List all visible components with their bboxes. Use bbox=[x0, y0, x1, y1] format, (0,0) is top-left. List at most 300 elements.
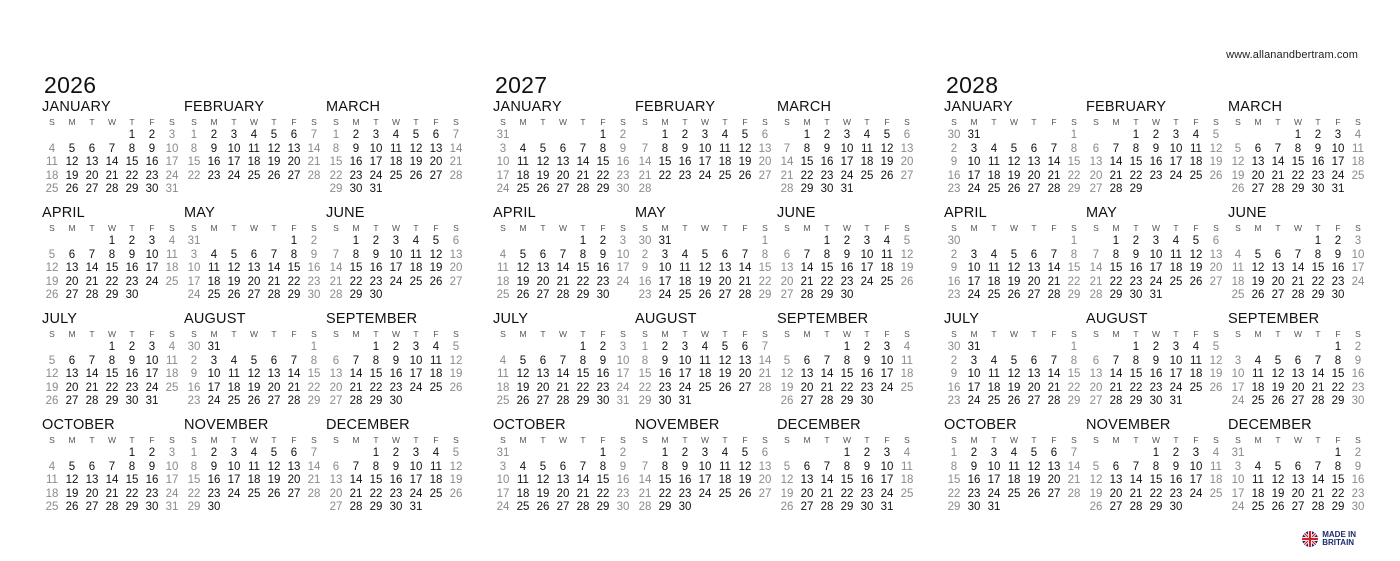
weekday-header: F bbox=[1193, 329, 1199, 339]
day-cell: 21 bbox=[556, 275, 570, 288]
day-cell: 1 bbox=[579, 235, 587, 247]
day-cell: 2 bbox=[1132, 235, 1140, 247]
day-cell: 19 bbox=[718, 368, 732, 381]
day-cell: 31 bbox=[369, 183, 383, 196]
day-cell: 3 bbox=[210, 354, 218, 367]
empty-cell bbox=[1206, 501, 1226, 515]
day-cell: 29 bbox=[369, 395, 383, 408]
month-october bbox=[42, 416, 184, 522]
day-cell: 7 bbox=[88, 354, 96, 367]
weekday-header: S bbox=[762, 117, 768, 127]
day-cell: 4 bbox=[519, 460, 527, 473]
day-cell: 14 bbox=[349, 474, 363, 487]
weekday-header: T bbox=[1133, 223, 1139, 233]
day-cell: 7 bbox=[579, 460, 587, 473]
weekday-header: M bbox=[661, 329, 669, 339]
day-cell: 28 bbox=[556, 289, 570, 302]
day-cell: 11 bbox=[248, 142, 260, 155]
weekday-header: T bbox=[824, 329, 830, 339]
empty-cell bbox=[346, 341, 366, 355]
day-cell: 16 bbox=[207, 156, 221, 169]
day-cell: 15 bbox=[638, 368, 652, 381]
day-cell: 31 bbox=[840, 183, 854, 196]
day-cell: 7 bbox=[352, 354, 360, 367]
day-cell: 7 bbox=[310, 447, 318, 459]
day-cell: 19 bbox=[738, 474, 752, 487]
weekday-header: T bbox=[824, 117, 830, 127]
weekday-header: T bbox=[89, 117, 95, 127]
day-cell: 16 bbox=[658, 368, 672, 381]
day-cell: 20 bbox=[429, 156, 443, 169]
day-cell: 28 bbox=[576, 183, 590, 196]
day-cell: 31 bbox=[1231, 447, 1245, 459]
day-cell: 11 bbox=[46, 156, 58, 169]
day-cell: 24 bbox=[145, 381, 159, 394]
day-cell: 25 bbox=[1251, 395, 1265, 408]
empty-cell bbox=[426, 183, 446, 197]
day-cell: 15 bbox=[125, 156, 139, 169]
day-cell: 25 bbox=[718, 487, 732, 500]
day-cell: 10 bbox=[165, 460, 179, 473]
day-cell: 3 bbox=[619, 235, 627, 247]
weekday-header: T bbox=[1031, 329, 1037, 339]
weekday-header: S bbox=[333, 435, 339, 445]
day-cell: 13 bbox=[1089, 156, 1103, 169]
weekday-header: S bbox=[951, 435, 957, 445]
day-cell: 12 bbox=[900, 248, 914, 261]
day-cell: 21 bbox=[307, 156, 321, 169]
day-cell: 12 bbox=[247, 368, 261, 381]
weekday-header: F bbox=[742, 435, 748, 445]
day-cell: 4 bbox=[990, 354, 998, 367]
day-cell: 16 bbox=[947, 169, 961, 182]
weekday-header: T bbox=[1133, 435, 1139, 445]
weekday-header: T bbox=[1275, 329, 1281, 339]
day-cell: 25 bbox=[1209, 487, 1223, 500]
day-cell: 14 bbox=[1311, 368, 1325, 381]
day-cell: 30 bbox=[1331, 289, 1345, 302]
day-cell: 4 bbox=[1192, 341, 1200, 353]
day-cell: 16 bbox=[1351, 474, 1365, 487]
day-cell: 6 bbox=[1050, 447, 1058, 459]
day-cell: 26 bbox=[900, 275, 914, 288]
day-cell: 13 bbox=[85, 474, 99, 487]
day-cell: 16 bbox=[125, 368, 139, 381]
weekday-header: T bbox=[129, 435, 135, 445]
day-cell: 8 bbox=[372, 460, 380, 473]
empty-cell bbox=[553, 447, 573, 461]
day-cell: 30 bbox=[389, 395, 403, 408]
empty-cell bbox=[533, 447, 553, 461]
empty-cell bbox=[777, 447, 797, 461]
day-cell: 8 bbox=[108, 354, 116, 367]
day-cell: 3 bbox=[1192, 447, 1200, 459]
month-january bbox=[42, 98, 184, 204]
empty-cell bbox=[897, 395, 917, 409]
weekday-header: S bbox=[311, 329, 317, 339]
day-cell: 27 bbox=[287, 487, 301, 500]
day-cell: 17 bbox=[227, 156, 241, 169]
day-cell: 13 bbox=[65, 368, 79, 381]
weekday-header: T bbox=[1031, 223, 1037, 233]
day-cell: 5 bbox=[519, 248, 527, 261]
empty-cell bbox=[1288, 341, 1308, 355]
day-cell: 24 bbox=[698, 487, 712, 500]
day-cell: 8 bbox=[661, 460, 669, 473]
weekday-header: T bbox=[373, 435, 379, 445]
month-september bbox=[777, 310, 919, 416]
day-cell: 28 bbox=[638, 501, 652, 514]
day-grid bbox=[42, 116, 184, 197]
day-cell: 6 bbox=[452, 235, 460, 247]
weekday-header: F bbox=[884, 329, 890, 339]
day-cell: 6 bbox=[803, 354, 811, 367]
empty-cell bbox=[797, 235, 817, 249]
day-cell: 13 bbox=[1291, 474, 1305, 487]
day-cell: 27 bbox=[85, 501, 99, 514]
day-cell: 16 bbox=[369, 262, 383, 275]
weekday-header: T bbox=[991, 117, 997, 127]
month-name: MARCH bbox=[326, 99, 381, 115]
day-cell: 9 bbox=[863, 354, 871, 367]
day-cell: 3 bbox=[412, 341, 420, 353]
day-cell: 2 bbox=[661, 341, 669, 353]
day-cell: 21 bbox=[820, 487, 834, 500]
weekday-header: F bbox=[1051, 329, 1057, 339]
day-cell: 29 bbox=[596, 183, 610, 196]
day-cell: 3 bbox=[1152, 235, 1160, 247]
day-cell: 30 bbox=[658, 395, 672, 408]
day-cell: 5 bbox=[539, 142, 547, 155]
day-cell: 30 bbox=[125, 395, 139, 408]
day-cell: 17 bbox=[409, 474, 423, 487]
day-cell: 25 bbox=[45, 183, 59, 196]
day-cell: 28 bbox=[85, 289, 99, 302]
day-cell: 12 bbox=[267, 460, 281, 473]
day-cell: 14 bbox=[1047, 368, 1061, 381]
day-cell: 4 bbox=[499, 354, 507, 367]
day-cell: 20 bbox=[900, 156, 914, 169]
empty-cell bbox=[857, 289, 877, 303]
day-cell: 23 bbox=[596, 381, 610, 394]
day-cell: 13 bbox=[429, 142, 443, 155]
empty-cell bbox=[1086, 235, 1106, 249]
day-cell: 26 bbox=[738, 169, 752, 182]
day-cell: 3 bbox=[701, 447, 709, 459]
day-cell: 2 bbox=[148, 129, 156, 141]
day-cell: 31 bbox=[207, 341, 221, 353]
day-cell: 12 bbox=[780, 474, 794, 487]
day-cell: 20 bbox=[247, 275, 261, 288]
empty-cell bbox=[62, 341, 82, 355]
day-cell: 1 bbox=[128, 447, 136, 459]
day-cell: 2 bbox=[310, 235, 318, 247]
day-cell: 3 bbox=[990, 447, 998, 459]
day-cell: 13 bbox=[1209, 248, 1223, 261]
empty-cell bbox=[386, 289, 406, 303]
weekday-header: T bbox=[129, 223, 135, 233]
weekday-header: T bbox=[864, 435, 870, 445]
day-cell: 26 bbox=[227, 289, 241, 302]
day-cell: 10 bbox=[658, 262, 672, 275]
day-grid bbox=[42, 434, 184, 515]
weekday-header: W bbox=[842, 223, 852, 233]
day-cell: 24 bbox=[678, 381, 692, 394]
day-cell: 4 bbox=[903, 341, 911, 353]
day-cell: 16 bbox=[125, 262, 139, 275]
day-cell: 24 bbox=[409, 381, 423, 394]
day-cell: 21 bbox=[85, 275, 99, 288]
day-cell: 24 bbox=[165, 169, 179, 182]
day-cell: 7 bbox=[641, 460, 649, 473]
day-cell: 27 bbox=[718, 289, 732, 302]
day-cell: 15 bbox=[1129, 156, 1143, 169]
weekday-header: W bbox=[1009, 117, 1019, 127]
day-cell: 9 bbox=[310, 248, 318, 261]
day-cell: 10 bbox=[145, 354, 159, 367]
day-cell: 14 bbox=[820, 368, 834, 381]
day-cell: 7 bbox=[88, 248, 96, 261]
day-cell: 27 bbox=[800, 501, 814, 514]
day-cell: 15 bbox=[1291, 156, 1305, 169]
day-cell: 27 bbox=[1209, 275, 1223, 288]
day-cell: 3 bbox=[372, 129, 380, 141]
day-cell: 14 bbox=[1271, 156, 1285, 169]
day-cell: 1 bbox=[310, 341, 318, 353]
day-cell: 25 bbox=[165, 275, 179, 288]
weekday-header: S bbox=[169, 329, 175, 339]
month-august bbox=[635, 310, 777, 416]
day-cell: 13 bbox=[329, 474, 343, 487]
weekday-header: W bbox=[842, 117, 852, 127]
day-cell: 27 bbox=[780, 289, 794, 302]
weekday-header: S bbox=[620, 223, 626, 233]
day-cell: 16 bbox=[1311, 156, 1325, 169]
weekday-header: W bbox=[1009, 223, 1019, 233]
empty-cell bbox=[42, 341, 62, 355]
empty-cell bbox=[1268, 129, 1288, 143]
empty-cell bbox=[1248, 129, 1268, 143]
day-cell: 26 bbox=[698, 289, 712, 302]
day-cell: 4 bbox=[1354, 129, 1362, 141]
empty-cell bbox=[513, 235, 533, 249]
day-cell: 14 bbox=[576, 474, 590, 487]
weekday-header: T bbox=[1031, 117, 1037, 127]
weekday-header: S bbox=[904, 223, 910, 233]
day-cell: 22 bbox=[576, 275, 590, 288]
day-cell: 23 bbox=[369, 275, 383, 288]
day-cell: 17 bbox=[1351, 262, 1365, 275]
day-cell: 10 bbox=[1149, 248, 1163, 261]
day-cell: 19 bbox=[1251, 275, 1265, 288]
day-cell: 24 bbox=[389, 275, 403, 288]
day-cell: 26 bbox=[1209, 381, 1223, 394]
website-url[interactable]: www.allanandbertram.com bbox=[1226, 49, 1358, 61]
day-grid bbox=[184, 222, 326, 303]
weekday-header: S bbox=[620, 329, 626, 339]
weekday-header: S bbox=[1071, 117, 1077, 127]
day-cell: 9 bbox=[599, 354, 607, 367]
day-cell: 22 bbox=[947, 487, 961, 500]
empty-cell bbox=[284, 501, 304, 515]
weekday-header: W bbox=[391, 435, 401, 445]
empty-cell bbox=[224, 341, 244, 355]
day-cell: 23 bbox=[947, 289, 961, 302]
day-cell: 9 bbox=[950, 156, 958, 169]
weekday-header: M bbox=[970, 117, 978, 127]
day-cell: 8 bbox=[1152, 460, 1160, 473]
day-cell: 25 bbox=[1189, 381, 1203, 394]
day-cell: 27 bbox=[1027, 183, 1041, 196]
day-cell: 2 bbox=[863, 447, 871, 459]
day-cell: 8 bbox=[310, 354, 318, 367]
day-cell: 7 bbox=[452, 129, 460, 141]
day-cell: 19 bbox=[880, 156, 894, 169]
year-2027 bbox=[493, 72, 929, 522]
day-cell: 12 bbox=[516, 368, 530, 381]
day-cell: 13 bbox=[800, 368, 814, 381]
empty-cell bbox=[1248, 235, 1268, 249]
weekday-header: W bbox=[1293, 435, 1303, 445]
day-cell: 17 bbox=[496, 169, 510, 182]
month-november bbox=[635, 416, 777, 522]
day-cell: 26 bbox=[267, 487, 281, 500]
day-cell: 17 bbox=[1331, 156, 1345, 169]
day-cell: 4 bbox=[519, 142, 527, 155]
day-cell: 1 bbox=[190, 447, 198, 459]
day-cell: 16 bbox=[860, 368, 874, 381]
day-cell: 1 bbox=[843, 447, 851, 459]
empty-cell bbox=[1024, 501, 1044, 515]
weekday-header: S bbox=[191, 329, 197, 339]
months-grid bbox=[493, 98, 929, 522]
day-cell: 3 bbox=[883, 447, 891, 459]
day-cell: 7 bbox=[823, 354, 831, 367]
day-cell: 28 bbox=[1047, 183, 1061, 196]
day-cell: 26 bbox=[516, 395, 530, 408]
weekday-header: M bbox=[1254, 223, 1262, 233]
empty-cell bbox=[984, 235, 1004, 249]
day-cell: 22 bbox=[287, 275, 301, 288]
day-cell: 18 bbox=[1007, 474, 1021, 487]
empty-cell bbox=[184, 183, 204, 197]
month-name: JANUARY bbox=[493, 99, 562, 115]
empty-cell bbox=[1064, 501, 1084, 515]
day-cell: 28 bbox=[105, 501, 119, 514]
empty-cell bbox=[715, 235, 735, 249]
day-cell: 14 bbox=[638, 156, 652, 169]
day-cell: 31 bbox=[187, 235, 201, 247]
day-cell: 1 bbox=[579, 341, 587, 353]
weekday-header: F bbox=[1051, 223, 1057, 233]
day-cell: 8 bbox=[843, 460, 851, 473]
day-cell: 16 bbox=[967, 474, 981, 487]
empty-cell bbox=[1186, 183, 1206, 197]
day-cell: 15 bbox=[1067, 368, 1081, 381]
weekday-header: F bbox=[1335, 117, 1341, 127]
empty-cell bbox=[493, 341, 513, 355]
weekday-header: T bbox=[129, 329, 135, 339]
day-cell: 13 bbox=[85, 156, 99, 169]
empty-cell bbox=[1288, 235, 1308, 249]
weekday-header: F bbox=[600, 435, 606, 445]
weekday-header: F bbox=[149, 223, 155, 233]
day-cell: 2 bbox=[599, 235, 607, 247]
empty-cell bbox=[162, 289, 182, 303]
day-cell: 25 bbox=[516, 501, 530, 514]
day-cell: 22 bbox=[1311, 275, 1325, 288]
weekday-header: M bbox=[970, 435, 978, 445]
day-cell: 6 bbox=[1030, 142, 1038, 155]
day-cell: 29 bbox=[349, 289, 363, 302]
weekday-header: T bbox=[1315, 223, 1321, 233]
day-cell: 18 bbox=[1169, 262, 1183, 275]
weekday-header: T bbox=[1133, 117, 1139, 127]
day-cell: 29 bbox=[187, 501, 201, 514]
day-cell: 14 bbox=[1109, 368, 1123, 381]
day-cell: 14 bbox=[307, 142, 321, 155]
month-april bbox=[944, 204, 1086, 310]
day-cell: 5 bbox=[783, 354, 791, 367]
day-cell: 19 bbox=[536, 169, 550, 182]
empty-cell bbox=[446, 289, 466, 303]
day-grid bbox=[777, 116, 919, 197]
day-cell: 21 bbox=[780, 169, 794, 182]
empty-cell bbox=[204, 235, 224, 249]
day-cell: 15 bbox=[187, 156, 201, 169]
day-cell: 6 bbox=[1092, 354, 1100, 367]
day-cell: 4 bbox=[48, 142, 56, 155]
empty-cell bbox=[533, 129, 553, 143]
weekday-header: T bbox=[1173, 435, 1179, 445]
weekday-header: T bbox=[271, 223, 277, 233]
day-grid bbox=[635, 328, 777, 409]
day-cell: 29 bbox=[287, 289, 301, 302]
empty-cell bbox=[1186, 289, 1206, 303]
day-cell: 27 bbox=[449, 275, 463, 288]
day-cell: 2 bbox=[950, 248, 958, 261]
day-cell: 11 bbox=[1352, 142, 1364, 155]
weekday-header: F bbox=[291, 117, 297, 127]
weekday-header: M bbox=[970, 329, 978, 339]
empty-cell bbox=[533, 235, 553, 249]
month-march bbox=[777, 98, 919, 204]
empty-cell bbox=[426, 395, 446, 409]
day-cell: 18 bbox=[987, 169, 1001, 182]
day-cell: 27 bbox=[287, 169, 301, 182]
weekday-header: S bbox=[620, 435, 626, 445]
day-cell: 2 bbox=[1314, 129, 1322, 141]
day-cell: 7 bbox=[332, 248, 340, 261]
weekday-header: F bbox=[1051, 435, 1057, 445]
day-cell: 31 bbox=[880, 501, 894, 514]
day-cell: 17 bbox=[207, 381, 221, 394]
day-cell: 22 bbox=[125, 169, 139, 182]
day-grid bbox=[1228, 222, 1370, 303]
day-cell: 22 bbox=[369, 381, 383, 394]
day-cell: 18 bbox=[718, 156, 732, 169]
day-cell: 24 bbox=[880, 487, 894, 500]
weekday-header: M bbox=[1254, 435, 1262, 445]
weekday-header: S bbox=[784, 329, 790, 339]
weekday-header: T bbox=[231, 435, 237, 445]
day-cell: 1 bbox=[1334, 341, 1342, 353]
day-cell: 5 bbox=[1010, 142, 1018, 155]
day-cell: 4 bbox=[903, 447, 911, 459]
day-cell: 30 bbox=[389, 501, 403, 514]
day-cell: 23 bbox=[967, 487, 981, 500]
month-april bbox=[42, 204, 184, 310]
